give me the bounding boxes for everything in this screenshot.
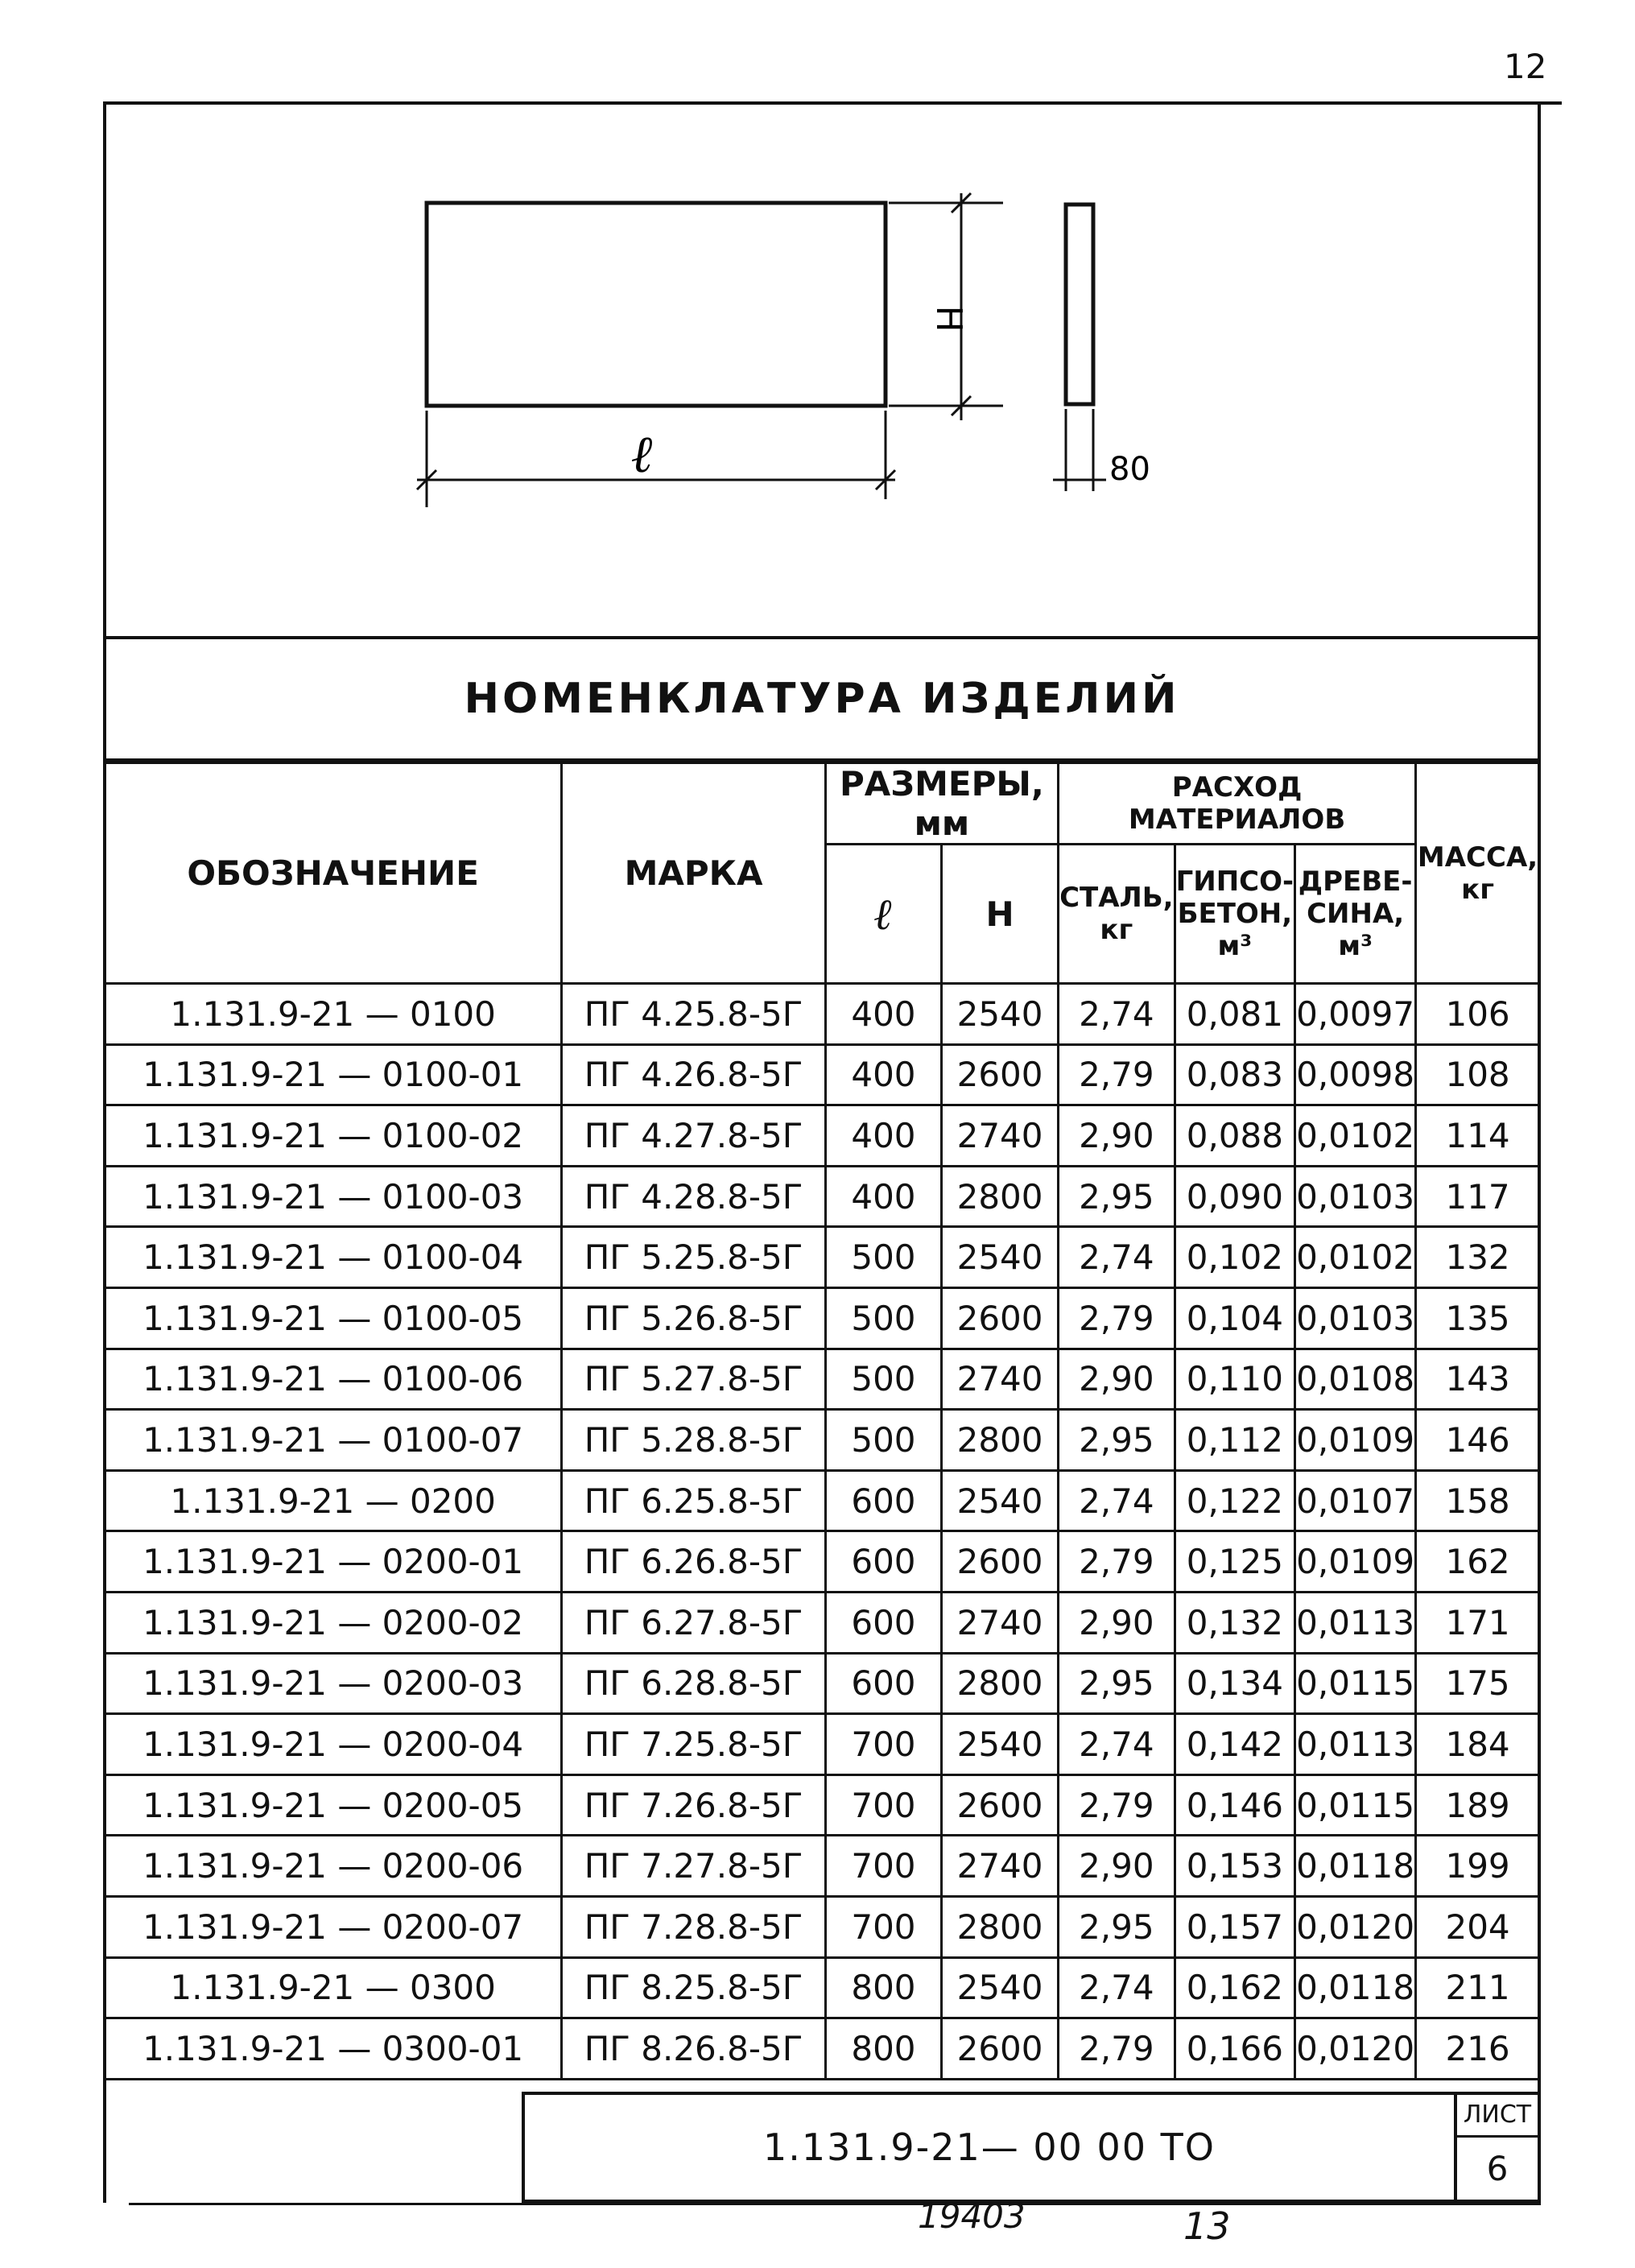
header-dimensions: РАЗМЕРЫ, мм xyxy=(825,763,1058,845)
row-mark: ПГ 7.26.8-5Г xyxy=(562,1774,826,1836)
row-steel: 2,79 xyxy=(1059,1044,1175,1105)
row-mass: 204 xyxy=(1416,1896,1540,1957)
row-wood: 0,0115 xyxy=(1295,1653,1416,1714)
row-gypsum-concrete: 0,142 xyxy=(1175,1714,1295,1775)
row-length: 500 xyxy=(825,1227,941,1288)
row-mass: 143 xyxy=(1416,1349,1540,1410)
document-code: 1.131.9-21— 00 00 ТО xyxy=(763,2125,1216,2169)
row-gypsum-concrete: 0,153 xyxy=(1175,1836,1295,1897)
row-mark: ПГ 6.25.8-5Г xyxy=(562,1470,826,1531)
row-mass: 132 xyxy=(1416,1227,1540,1288)
row-mass: 117 xyxy=(1416,1166,1540,1227)
table-row xyxy=(105,2018,1540,2080)
row-mass: 106 xyxy=(1416,984,1540,1045)
row-mass: 184 xyxy=(1416,1714,1540,1775)
table-row xyxy=(105,1896,1540,1957)
row-steel: 2,90 xyxy=(1059,1836,1175,1897)
row-steel: 2,79 xyxy=(1059,1287,1175,1349)
row-wood: 0,0118 xyxy=(1295,1957,1416,2018)
row-steel: 2,95 xyxy=(1059,1410,1175,1471)
table-row xyxy=(105,1470,1540,1531)
row-steel: 2,95 xyxy=(1059,1166,1175,1227)
row-height: 2740 xyxy=(942,1592,1059,1653)
table-row xyxy=(105,1714,1540,1775)
row-length: 500 xyxy=(825,1410,941,1471)
row-gypsum-concrete: 0,134 xyxy=(1175,1653,1295,1714)
row-wood: 0,0113 xyxy=(1295,1592,1416,1653)
row-gypsum-concrete: 0,166 xyxy=(1175,2018,1295,2080)
row-designation: 1.131.9-21 — 0100 xyxy=(105,984,562,1045)
row-height: 2600 xyxy=(942,1287,1059,1349)
row-height: 2600 xyxy=(942,1531,1059,1593)
thickness-label: 80 xyxy=(1109,451,1150,488)
row-designation: 1.131.9-21 — 0300 xyxy=(105,1957,562,2018)
table-row xyxy=(105,1349,1540,1410)
row-designation: 1.131.9-21 — 0100-03 xyxy=(105,1166,562,1227)
row-mark: ПГ 6.27.8-5Г xyxy=(562,1592,826,1653)
sheet-label: ЛИСТ xyxy=(1457,2095,1538,2138)
table-row xyxy=(105,1044,1540,1105)
row-gypsum-concrete: 0,083 xyxy=(1175,1044,1295,1105)
row-mark: ПГ 5.27.8-5Г xyxy=(562,1349,826,1410)
table-row xyxy=(105,1105,1540,1167)
row-mark: ПГ 4.27.8-5Г xyxy=(562,1105,826,1167)
row-designation: 1.131.9-21 — 0200-01 xyxy=(105,1531,562,1593)
row-designation: 1.131.9-21 — 0200-02 xyxy=(105,1592,562,1653)
table-body xyxy=(105,984,1540,2080)
header-gypsum-concrete: ГИПСО-БЕТОН, м³ xyxy=(1175,845,1295,984)
row-height: 2740 xyxy=(942,1349,1059,1410)
row-gypsum-concrete: 0,132 xyxy=(1175,1592,1295,1653)
row-mark: ПГ 4.28.8-5Г xyxy=(562,1166,826,1227)
table-row xyxy=(105,1653,1540,1714)
row-wood: 0,0118 xyxy=(1295,1836,1416,1897)
row-designation: 1.131.9-21 — 0100-02 xyxy=(105,1105,562,1167)
row-height: 2540 xyxy=(942,1957,1059,2018)
row-wood: 0,0102 xyxy=(1295,1105,1416,1167)
row-height: 2540 xyxy=(942,1227,1059,1288)
row-designation: 1.131.9-21 — 0200-03 xyxy=(105,1653,562,1714)
row-mass: 211 xyxy=(1416,1957,1540,2018)
row-height: 2600 xyxy=(942,2018,1059,2080)
page-number: 12 xyxy=(1504,47,1547,86)
row-height: 2740 xyxy=(942,1105,1059,1167)
row-designation: 1.131.9-21 — 0200-07 xyxy=(105,1896,562,1957)
row-wood: 0,0109 xyxy=(1295,1410,1416,1471)
row-mass: 175 xyxy=(1416,1653,1540,1714)
row-designation: 1.131.9-21 — 0200 xyxy=(105,1470,562,1531)
row-height: 2740 xyxy=(942,1836,1059,1897)
row-steel: 2,79 xyxy=(1059,2018,1175,2080)
row-gypsum-concrete: 0,162 xyxy=(1175,1957,1295,2018)
row-mark: ПГ 8.26.8-5Г xyxy=(562,2018,826,2080)
row-height: 2600 xyxy=(942,1774,1059,1836)
row-designation: 1.131.9-21 — 0200-05 xyxy=(105,1774,562,1836)
row-mark: ПГ 6.26.8-5Г xyxy=(562,1531,826,1593)
row-gypsum-concrete: 0,125 xyxy=(1175,1531,1295,1593)
panel-front-view xyxy=(427,203,886,406)
header-height: H xyxy=(942,845,1059,984)
row-steel: 2,79 xyxy=(1059,1531,1175,1593)
table-row xyxy=(105,1531,1540,1593)
row-gypsum-concrete: 0,088 xyxy=(1175,1105,1295,1167)
row-designation: 1.131.9-21 — 0100-04 xyxy=(105,1227,562,1288)
row-designation: 1.131.9-21 — 0100-07 xyxy=(105,1410,562,1471)
panel-side-view xyxy=(1066,204,1093,404)
row-length: 700 xyxy=(825,1896,941,1957)
row-mark: ПГ 7.28.8-5Г xyxy=(562,1896,826,1957)
row-gypsum-concrete: 0,102 xyxy=(1175,1227,1295,1288)
header-mass: МАССА, кг xyxy=(1416,763,1540,984)
row-wood: 0,0113 xyxy=(1295,1714,1416,1775)
row-steel: 2,74 xyxy=(1059,1957,1175,2018)
row-height: 2800 xyxy=(942,1653,1059,1714)
row-length: 400 xyxy=(825,1105,941,1167)
row-gypsum-concrete: 0,122 xyxy=(1175,1470,1295,1531)
row-mark: ПГ 7.25.8-5Г xyxy=(562,1714,826,1775)
row-length: 600 xyxy=(825,1531,941,1593)
row-steel: 2,90 xyxy=(1059,1349,1175,1410)
row-mass: 108 xyxy=(1416,1044,1540,1105)
row-height: 2540 xyxy=(942,1470,1059,1531)
length-label: ℓ xyxy=(630,425,653,485)
nomenclature-table xyxy=(103,762,1541,2080)
header-wood: ДРЕВЕ-СИНА, м³ xyxy=(1295,845,1416,984)
row-mass: 135 xyxy=(1416,1287,1540,1349)
row-mass: 114 xyxy=(1416,1105,1540,1167)
table-row xyxy=(105,984,1540,1045)
row-designation: 1.131.9-21 — 0200-06 xyxy=(105,1836,562,1897)
row-wood: 0,0115 xyxy=(1295,1774,1416,1836)
row-gypsum-concrete: 0,146 xyxy=(1175,1774,1295,1836)
row-length: 800 xyxy=(825,1957,941,2018)
row-length: 600 xyxy=(825,1470,941,1531)
header-materials: РАСХОД МАТЕРИАЛОВ xyxy=(1059,763,1416,845)
row-length: 500 xyxy=(825,1287,941,1349)
row-mark: ПГ 5.28.8-5Г xyxy=(562,1410,826,1471)
header-designation: ОБОЗНАЧЕНИЕ xyxy=(105,763,562,984)
row-wood: 0,0103 xyxy=(1295,1287,1416,1349)
row-designation: 1.131.9-21 — 0100-01 xyxy=(105,1044,562,1105)
row-height: 2600 xyxy=(942,1044,1059,1105)
row-length: 600 xyxy=(825,1653,941,1714)
row-length: 600 xyxy=(825,1592,941,1653)
row-designation: 1.131.9-21 — 0100-05 xyxy=(105,1287,562,1349)
inventory-number: 19403 xyxy=(918,2196,1026,2236)
table-row xyxy=(105,1410,1540,1471)
row-wood: 0,0097 xyxy=(1295,984,1416,1045)
height-label: H xyxy=(928,305,969,333)
row-steel: 2,74 xyxy=(1059,984,1175,1045)
row-mark: ПГ 4.25.8-5Г xyxy=(562,984,826,1045)
row-steel: 2,74 xyxy=(1059,1470,1175,1531)
row-wood: 0,0108 xyxy=(1295,1349,1416,1410)
row-mass: 189 xyxy=(1416,1774,1540,1836)
row-designation: 1.131.9-21 — 0300-01 xyxy=(105,2018,562,2080)
sheet-box xyxy=(1454,2095,1538,2200)
row-gypsum-concrete: 0,157 xyxy=(1175,1896,1295,1957)
row-mass: 162 xyxy=(1416,1531,1540,1593)
row-length: 400 xyxy=(825,984,941,1045)
row-steel: 2,74 xyxy=(1059,1714,1175,1775)
table-row xyxy=(105,1957,1540,2018)
row-mark: ПГ 8.25.8-5Г xyxy=(562,1957,826,2018)
row-gypsum-concrete: 0,090 xyxy=(1175,1166,1295,1227)
row-steel: 2,90 xyxy=(1059,1105,1175,1167)
table-row xyxy=(105,1287,1540,1349)
row-mark: ПГ 4.26.8-5Г xyxy=(562,1044,826,1105)
row-mass: 146 xyxy=(1416,1410,1540,1471)
row-gypsum-concrete: 0,104 xyxy=(1175,1287,1295,1349)
row-mass: 199 xyxy=(1416,1836,1540,1897)
row-wood: 0,0109 xyxy=(1295,1531,1416,1593)
row-mark: ПГ 5.25.8-5Г xyxy=(562,1227,826,1288)
panel-sketch-svg xyxy=(106,105,1538,636)
row-steel: 2,95 xyxy=(1059,1896,1175,1957)
row-length: 500 xyxy=(825,1349,941,1410)
table-row xyxy=(105,1774,1540,1836)
header-mark: МАРКА xyxy=(562,763,826,984)
row-length: 700 xyxy=(825,1836,941,1897)
format-number: 13 xyxy=(1183,2204,1231,2248)
row-height: 2540 xyxy=(942,1714,1059,1775)
row-mass: 158 xyxy=(1416,1470,1540,1531)
row-designation: 1.131.9-21 — 0200-04 xyxy=(105,1714,562,1775)
row-mark: ПГ 6.28.8-5Г xyxy=(562,1653,826,1714)
row-height: 2800 xyxy=(942,1410,1059,1471)
row-mark: ПГ 7.27.8-5Г xyxy=(562,1836,826,1897)
row-wood: 0,0107 xyxy=(1295,1470,1416,1531)
row-wood: 0,0103 xyxy=(1295,1166,1416,1227)
panel-sketch xyxy=(106,105,1538,636)
row-steel: 2,79 xyxy=(1059,1774,1175,1836)
row-height: 2800 xyxy=(942,1166,1059,1227)
row-gypsum-concrete: 0,110 xyxy=(1175,1349,1295,1410)
row-steel: 2,74 xyxy=(1059,1227,1175,1288)
row-steel: 2,95 xyxy=(1059,1653,1175,1714)
bottom-border-line xyxy=(129,2203,1541,2205)
row-wood: 0,0102 xyxy=(1295,1227,1416,1288)
row-steel: 2,90 xyxy=(1059,1592,1175,1653)
row-length: 400 xyxy=(825,1166,941,1227)
row-length: 800 xyxy=(825,2018,941,2080)
row-designation: 1.131.9-21 — 0100-06 xyxy=(105,1349,562,1410)
table-row xyxy=(105,1836,1540,1897)
row-height: 2800 xyxy=(942,1896,1059,1957)
sheet-number: 6 xyxy=(1486,2149,1509,2188)
header-steel: СТАЛЬ, кг xyxy=(1059,845,1175,984)
row-wood: 0,0098 xyxy=(1295,1044,1416,1105)
table-title: НОМЕНКЛАТУРА ИЗДЕЛИЙ xyxy=(106,636,1538,762)
row-mark: ПГ 5.26.8-5Г xyxy=(562,1287,826,1349)
table-row xyxy=(105,1227,1540,1288)
row-height: 2540 xyxy=(942,984,1059,1045)
row-mass: 216 xyxy=(1416,2018,1540,2080)
row-wood: 0,0120 xyxy=(1295,1896,1416,1957)
row-gypsum-concrete: 0,081 xyxy=(1175,984,1295,1045)
header-length: ℓ xyxy=(825,845,941,984)
row-wood: 0,0120 xyxy=(1295,2018,1416,2080)
row-length: 700 xyxy=(825,1774,941,1836)
row-length: 400 xyxy=(825,1044,941,1105)
row-length: 700 xyxy=(825,1714,941,1775)
row-mass: 171 xyxy=(1416,1592,1540,1653)
table-row xyxy=(105,1592,1540,1653)
table-row xyxy=(105,1166,1540,1227)
row-gypsum-concrete: 0,112 xyxy=(1175,1410,1295,1471)
